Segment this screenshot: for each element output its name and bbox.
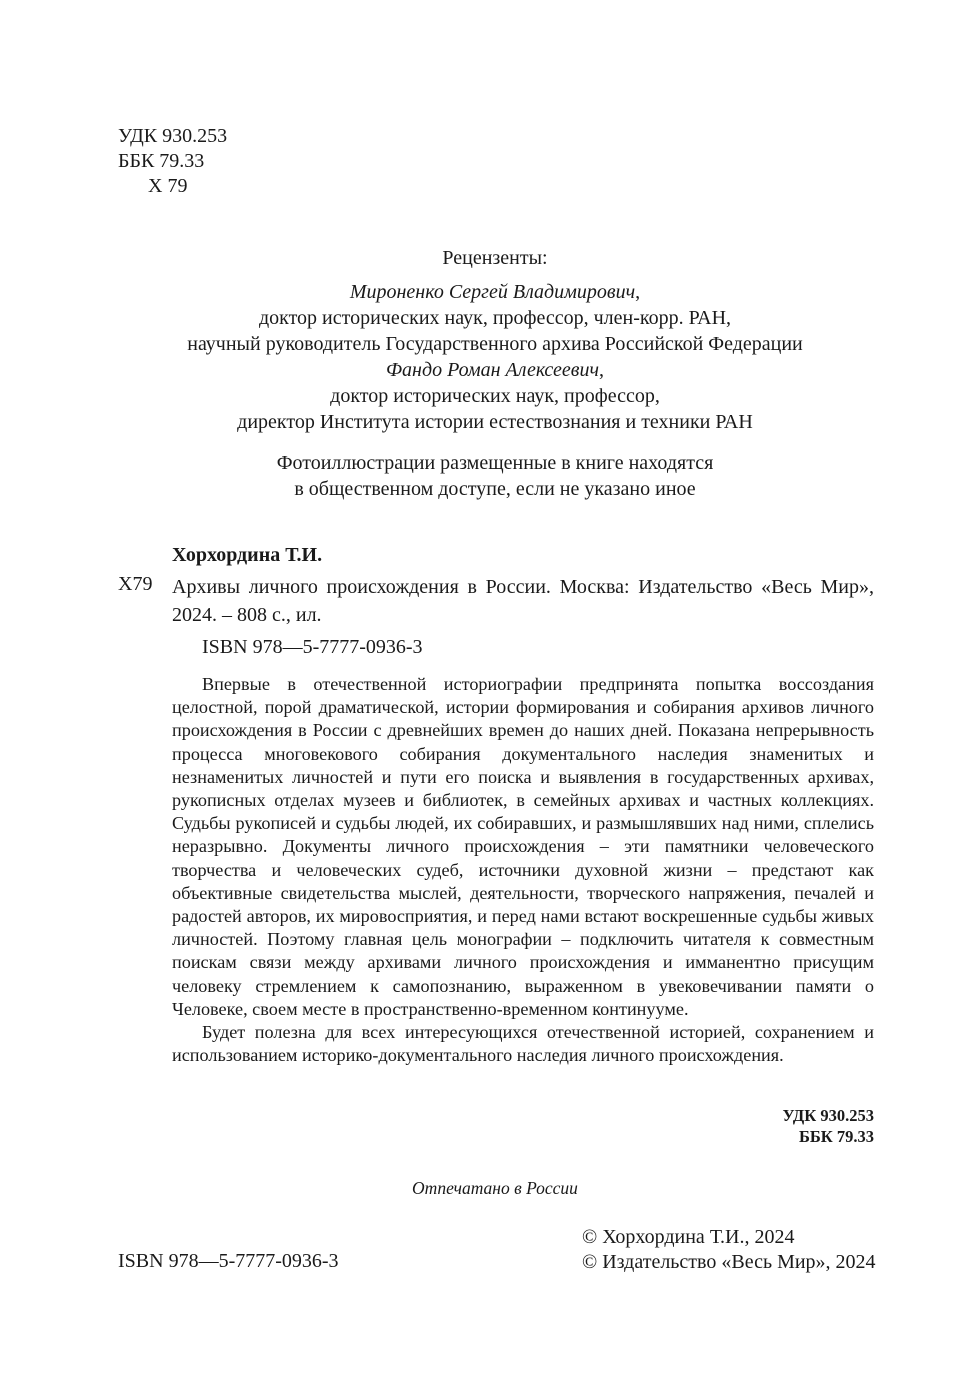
copyright-author: © Хорхордина Т.И., 2024 [582, 1226, 795, 1248]
footer-isbn: ISBN 978—5-7777-0936-3 [118, 1250, 339, 1272]
reviewer-1-title: доктор исторических наук, профессор, член-корр. РАН, [258, 307, 732, 329]
reviewer-2-title: доктор исторических наук, профессор, [330, 385, 660, 407]
bib-isbn: ISBN 978—5-7777-0936-3 [202, 636, 423, 658]
bib-author: Хорхордина Т.И. [172, 544, 323, 566]
reviewers-heading: Рецензенты: [442, 247, 548, 269]
reviewer-2-name: Фандо Роман Алексеевич [385, 359, 600, 381]
reviewer-1-name-line: Мироненко Сергей Владимирович, [349, 281, 641, 303]
printed-in-russia: Отпечатано в России [412, 1178, 578, 1198]
bib-author-mark: Х79 [118, 573, 153, 595]
abstract-paragraph-1: Впервые в отечественной историографии предпринята попытка воссоздания целостной, порой драматической, истории формирования и собирания архивов личного происхождения в России с древнейших времен до наших дней. Показана непрерывность процесса многовекового собирания документального наследия знаменитых и незнаменитых личностей и пути его поиска и выявления в государственных архивах, рукописных отделах музеев и библиотек, в семейных архивах и частных коллекциях. Судьбы рукописей и судьбы людей, их собиравших, и размышлявших над ними, сплелись неразрывно. Документы личного происхождения – эти памятники человеческого творчества и человеческих судеб, источники духовной жизни – предстают как объективные свидетельства мыслей, деятельности, творческого напряжения, печалей и радостей авторов, их мировосприятия, и перед нами встают воскрешенные судьбы живых личностей. Поэтому главная цель монографии – подключить читателя к совместным поискам связи между архивами личного происхождения и имманентно присущим человеку стремлением к самопознанию, выраженном в увековечивании памяти о Человеке, своем месте в пространственно-временном континууме. [172, 674, 874, 1019]
author-mark: Х 79 [148, 175, 188, 197]
reviewer-1-position: научный руководитель Государственного архива Российской Федерации [187, 333, 803, 355]
reviewer-2-position: директор Института истории естествознания и техники РАН [237, 411, 753, 433]
abstract [172, 673, 874, 1067]
udk-code: УДК 930.253 [118, 125, 228, 147]
classification-codes [118, 124, 227, 199]
reviewer-1-name: Мироненко Сергей Владимирович [349, 281, 636, 303]
photo-note [100, 450, 890, 502]
reviewers-block [100, 245, 890, 435]
copyright-block [582, 1225, 876, 1275]
photo-note-line-1: Фотоиллюстрации размещенные в книге находятся [276, 452, 714, 474]
bbk-code: ББК 79.33 [118, 150, 205, 172]
bib-title: Архивы личного происхождения в России. Москва: Издательство «Весь Мир», 2024. – 808 с., ил. [172, 576, 874, 626]
bbk-code-bottom: ББК 79.33 [798, 1127, 874, 1146]
copyright-publisher: © Издательство «Весь Мир», 2024 [582, 1251, 876, 1273]
abstract-paragraph-2: Будет полезна для всех интересующихся отечественной историей, сохранением и использованием историко-документального наследия личного происхождения. [172, 1022, 874, 1066]
classification-codes-bottom [600, 1105, 874, 1147]
reviewer-2-name-line: Фандо Роман Алексеевич, [385, 359, 605, 381]
photo-note-line-2: в общественном доступе, если не указано иное [294, 478, 696, 500]
udk-code-bottom: УДК 930.253 [782, 1106, 874, 1125]
